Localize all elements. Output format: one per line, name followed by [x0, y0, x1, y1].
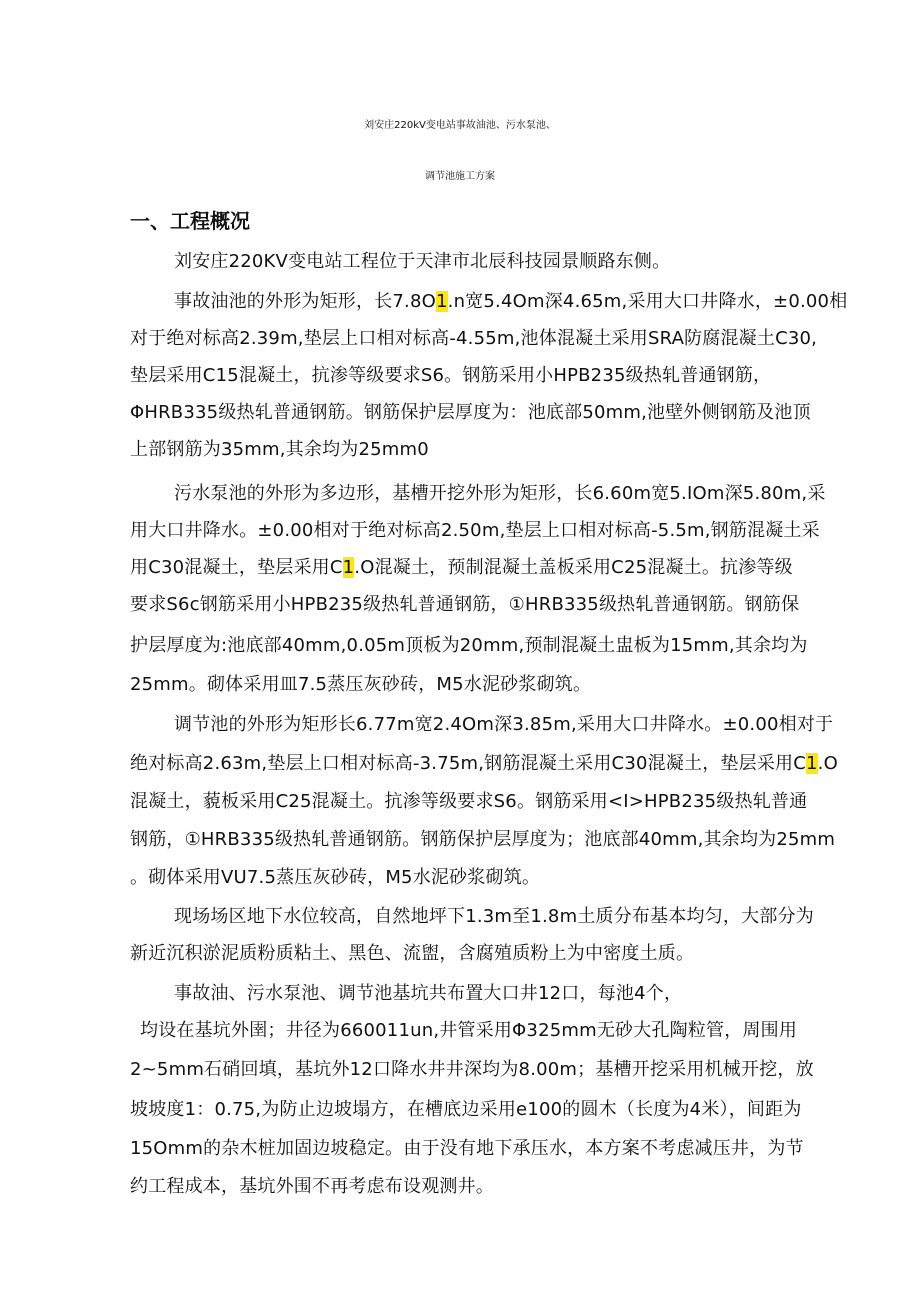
paragraph-line: ΦHRB335级热轧普通钢筋。钢筋保护层厚度为：池底部50mm,池壁外侧钢筋及池顶	[130, 402, 811, 423]
paragraph-line: 要求S6c钢筋采用小HPB235级热轧普通钢筋，①HRB335级热轧普通钢筋。钢筋保	[130, 594, 800, 615]
paragraph-line: 均设在基坑外圉；井径为660011un,井管采用Φ325mm无砂大孔陶粒管，周围用	[140, 1020, 798, 1041]
text-run: .n宽5.4Om深4.65m,采用大口井降水，±0.00相	[447, 291, 848, 312]
paragraph-line: 。砌体采用VU7.5蒸压灰砂砖，M5水泥砂浆砌筑。	[130, 867, 541, 888]
text-run: .O	[817, 753, 838, 774]
paragraph-line: 混凝土，藐板采用C25混凝土。抗渗等级要求S6。钢筋采用<I>HPB235级热轧普通	[130, 791, 808, 812]
document-title-line-2: 调节池施工方案	[425, 171, 495, 182]
paragraph-line: 上部钢筋为35mm,其余均为25mm0	[130, 439, 429, 460]
text-run: 用C30混凝土，垫层采用C	[130, 557, 343, 578]
paragraph-line: 调节池的外形为矩形长6.77m宽2.4Om深3.85m,采用大口井降水。±0.00相对于	[174, 714, 834, 735]
paragraph-line: 坡坡度1：0.75,为防止边坡塌方，在槽底边采用e100的圆木（长度为4米），间距为	[130, 1099, 802, 1120]
paragraph-line	[174, 289, 847, 315]
highlighted-text: 1	[436, 291, 448, 312]
paragraph-line: 对于绝对标高2.39m,垫层上口相对标高-4.55m,池体混凝土采用SRA防腐混凝土C30,	[130, 328, 818, 349]
paragraph-line: 25mm。砌体采用皿7.5蒸压灰砂砖，M5水泥砂浆砌筑。	[130, 674, 592, 695]
paragraph-line: 钢筋，①HRB335级热轧普通钢筋。钢筋保护层厚度为；池底部40mm,其余均为25mm	[130, 829, 836, 850]
text-run: 绝对标高2.63m,垫层上口相对标高-3.75m,钢筋混凝土采用C30混凝土，垫层采用C	[130, 753, 807, 774]
paragraph-line: 护层厚度为:池底部40mm,0.05m顶板为20mm,预制混凝土盅板为15mm,其余均为	[130, 635, 808, 656]
section-heading-project-overview: 一、工程概况	[130, 209, 250, 233]
paragraph-line: 刘安庄220KV变电站工程位于天津市北辰科技园景顺路东侧。	[174, 251, 671, 272]
paragraph-line	[130, 555, 793, 581]
highlighted-text: 1	[342, 557, 355, 578]
paragraph-line: 2~5mm石硝回填，基坑外12口降水井井深均为8.00m；基槽开挖采用机械开挖，放	[130, 1059, 814, 1080]
paragraph-line: 现场场区地下水位较高，自然地坪下1.3m至1.8m土质分布基本均匀，大部分为	[174, 906, 814, 927]
paragraph-line: 15Omm的杂木桩加固边坡稳定。由于没有地下承压水，本方案不考虑减压井，为节	[130, 1138, 804, 1159]
text-run: .O混凝土，预制混凝土盖板采用C25混凝土。抗渗等级	[354, 557, 793, 578]
paragraph-line: 约工程成本，基坑外围不再考虑布设观测井。	[130, 1176, 494, 1197]
paragraph-line: 污水泵池的外形为多边形，基槽开挖外形为矩形，长6.60m宽5.IOm深5.80m,采	[174, 483, 826, 504]
document-title-line-1: 刘安庄220kV变电站事故油池、污水泵池、	[364, 120, 556, 131]
paragraph-line: 新近沉积淤泥质粉质粘土、黑色、流盥，含腐殖质粉上为中密度土质。	[130, 943, 695, 964]
paragraph-line: 事故油、污水泵池、调节池基坑共布置大口井12口，每池4个，	[174, 983, 683, 1004]
paragraph-line: 垫层采用C15混凝土，抗渗等级要求S6。钢筋采用小HPB235级热轧普通钢筋，	[130, 365, 772, 386]
paragraph-line: 用大口井降水。±0.00相对于绝对标高2.50m,垫层上口相对标高-5.5m,钢筋混凝土采	[130, 520, 820, 541]
highlighted-text: 1	[806, 753, 818, 774]
text-run: 事故油池的外形为矩形，长7.8O	[174, 291, 436, 312]
paragraph-line	[130, 751, 838, 777]
